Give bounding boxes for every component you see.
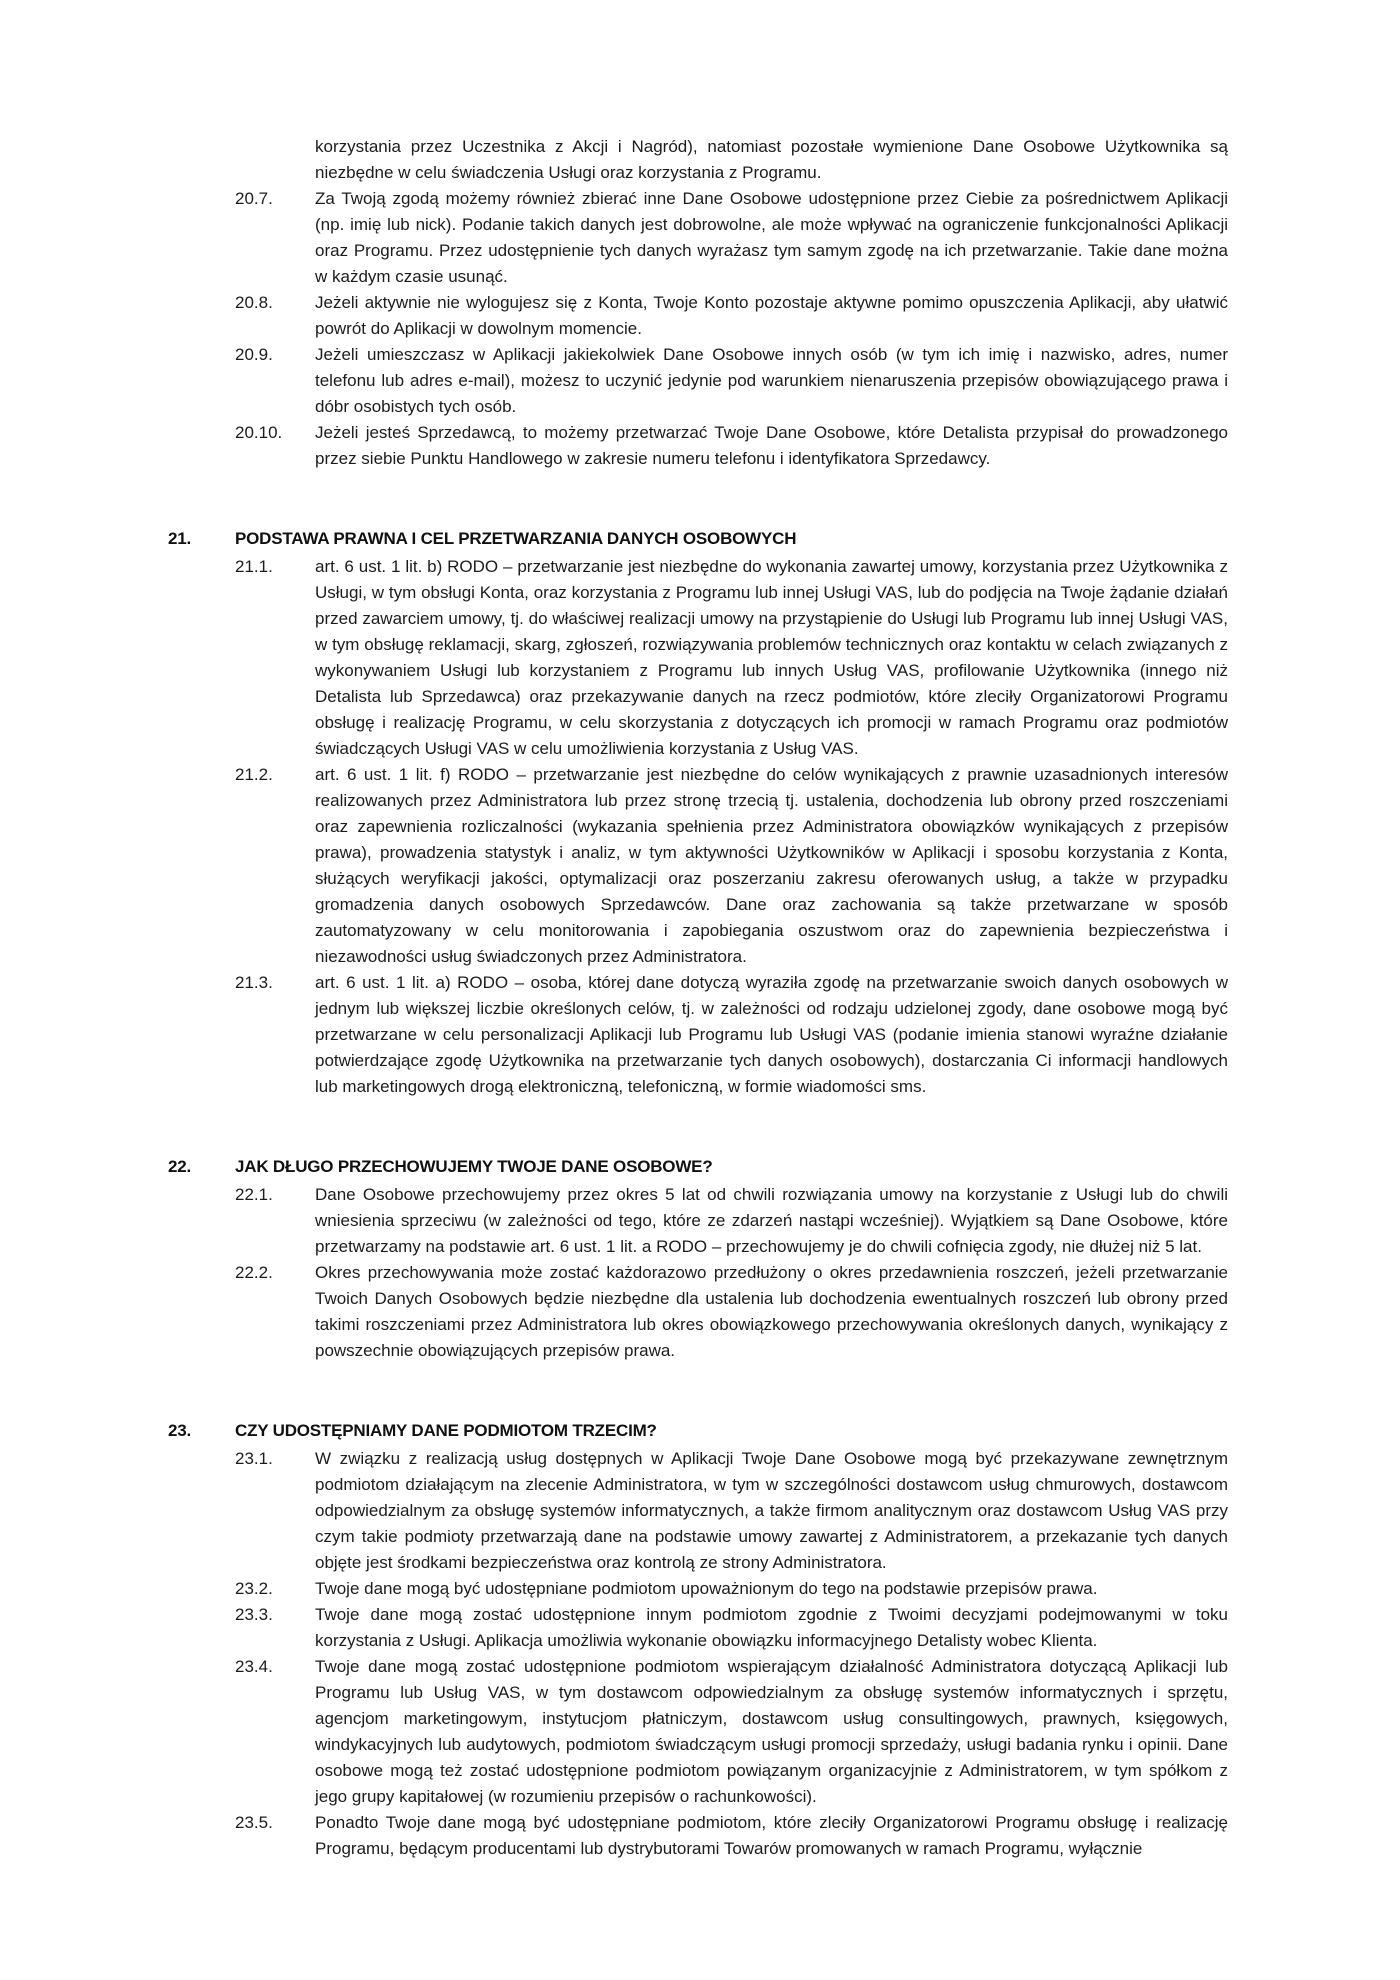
clause-text: Twoje dane mogą zostać udostępnione innym podmiotom zgodnie z Twoimi decyzjami podejmowanymi w toku korzystania z Usługi. Aplikacja umożliwia wykonanie obowiązku informacyjnego Detalisty wobec Klienta.	[315, 1605, 1228, 1650]
section-heading-title: CZY UDOSTĘPNIAMY DANE PODMIOTOM TRZECIM?	[235, 1421, 657, 1440]
clause-number: 20.7.	[235, 189, 273, 208]
clause-text: art. 6 ust. 1 lit. f) RODO – przetwarzanie jest niezbędne do celów wynikających z prawnie uzasadnionych interesów realizowanych przez Administratora lub przez stronę trzecią tj. ustalenia, dochodzenia lub obrony przed roszczeniami oraz zapewnienia rozliczalności (wykazania spełnienia przez Administratora obowiązków wynikających z przepisów prawa), prowadzenia statystyk i analiz, w tym aktywności Użytkowników w Aplikacji i sposobu korzystania z Konta, służących weryfikacji jakości, optymalizacji oraz poszerzaniu zakresu oferowanych usług, a także w przypadku gromadzenia danych osobowych Sprzedawców. Dane oraz zachowania są także przetwarzane w sposób zautomatyzowany w celu monitorowania i zapobiegania oszustwom oraz do zapewnienia bezpieczeństwa i niezawodności usług świadczonych przez Administratora.	[315, 765, 1228, 966]
section-number: 23.	[168, 1421, 192, 1440]
numbered-clause-row	[168, 290, 1228, 342]
clause-text: art. 6 ust. 1 lit. a) RODO – osoba, której dane dotyczą wyraziła zgodę na przetwarzanie swoich danych osobowych w jednym lub większej liczbie określonych celów, tj. w zależności od rodzaju udzielonej zgody, dane osobowe mogą być przetwarzane w celu personalizacji Aplikacji lub Programu lub Usługi VAS (podanie imienia stanowi wyraźne działanie potwierdzające zgodę Użytkownika na przetwarzanie tych danych osobowych), dostarczania Ci informacji handlowych lub marketingowych drogą elektroniczną, telefoniczną, w formie wiadomości sms.	[315, 973, 1228, 1096]
continued-paragraph-text: korzystania przez Uczestnika z Akcji i Nagród), natomiast pozostałe wymienione Dane Osobowe Użytkownika są niezbędne w celu świadczenia Usługi oraz korzystania z Programu.	[315, 137, 1228, 182]
numbered-clause-row	[168, 554, 1228, 762]
numbered-clause-row	[168, 420, 1228, 472]
clause-number: 20.8.	[235, 293, 273, 312]
section-heading-title: PODSTAWA PRAWNA I CEL PRZETWARZANIA DANYCH OSOBOWYCH	[235, 529, 797, 548]
section-number: 22.	[168, 1157, 192, 1176]
document-blocks	[168, 134, 1228, 1862]
section-heading-row	[168, 1418, 1228, 1444]
clause-number: 23.5.	[235, 1813, 273, 1832]
clause-text: Za Twoją zgodą możemy również zbierać inne Dane Osobowe udostępnione przez Ciebie za pośrednictwem Aplikacji (np. imię lub nick). Podanie takich danych jest dobrowolne, ale może wpływać na ograniczenie funkcjonalności Aplikacji oraz Programu. Przez udostępnienie tych danych wyrażasz tym samym zgodę na ich przetwarzanie. Takie dane można w każdym czasie usunąć.	[315, 189, 1228, 286]
section-number: 21.	[168, 529, 192, 548]
clause-number: 20.10.	[235, 423, 283, 442]
clause-number: 21.3.	[235, 973, 273, 992]
numbered-clause-row	[168, 1810, 1228, 1862]
numbered-clause-row	[168, 762, 1228, 970]
clause-text: Twoje dane mogą być udostępniane podmiotom upoważnionym do tego na podstawie przepisów prawa.	[315, 1579, 1098, 1598]
continued-paragraph-row	[168, 134, 1228, 186]
clause-text: Jeżeli umieszczasz w Aplikacji jakiekolwiek Dane Osobowe innych osób (w tym ich imię i nazwisko, adres, numer telefonu lub adres e-mail), możesz to uczynić jedynie pod warunkiem nienaruszenia przepisów obowiązującego prawa i dóbr osobistych tych osób.	[315, 345, 1228, 416]
section-heading-row	[168, 1154, 1228, 1180]
clause-number: 23.2.	[235, 1579, 273, 1598]
clause-text: Jeżeli aktywnie nie wylogujesz się z Konta, Twoje Konto pozostaje aktywne pomimo opuszczenia Aplikacji, aby ułatwić powrót do Aplikacji w dowolnym momencie.	[315, 293, 1228, 338]
numbered-clause-row	[168, 186, 1228, 290]
clause-number: 20.9.	[235, 345, 273, 364]
clause-text: art. 6 ust. 1 lit. b) RODO – przetwarzanie jest niezbędne do wykonania zawartej umowy, korzystania przez Użytkownika z Usługi, w tym obsługi Konta, oraz korzystania z Programu lub innej Usługi VAS, lub do podjęcia na Twoje żądanie działań przed zawarciem umowy, tj. do właściwej realizacji umowy na przystąpienie do Usługi lub Programu lub innej Usługi VAS, w tym obsługę reklamacji, skarg, zgłoszeń, rozwiązywania problemów technicznych oraz kontaktu w celach związanych z wykonywaniem Usługi lub korzystaniem z Programu lub innych Usług VAS, profilowanie Użytkownika (innego niż Detalista lub Sprzedawca) oraz przekazywanie danych na rzecz podmiotów, które zleciły Organizatorowi Programu obsługę i realizację Programu, w celu skorzystania z dotyczących ich promocji w ramach Programu oraz podmiotów świadczących Usługi VAS w celu umożliwienia korzystania z Usług VAS.	[315, 557, 1228, 758]
section-heading-title: JAK DŁUGO PRZECHOWUJEMY TWOJE DANE OSOBOWE?	[235, 1157, 713, 1176]
clause-text: Jeżeli jesteś Sprzedawcą, to możemy przetwarzać Twoje Dane Osobowe, które Detalista przypisał do prowadzonego przez siebie Punktu Handlowego w zakresie numeru telefonu i identyfikatora Sprzedawcy.	[315, 423, 1228, 468]
numbered-clause-row	[168, 342, 1228, 420]
clause-number: 22.1.	[235, 1185, 273, 1204]
clause-number: 23.3.	[235, 1605, 273, 1624]
clause-text: Twoje dane mogą zostać udostępnione podmiotom wspierającym działalność Administratora dotyczącą Aplikacji lub Programu lub Usług VAS, w tym dostawcom odpowiedzialnym za obsługę systemów informatycznych i sprzętu, agencjom marketingowym, instytucjom płatniczym, dostawcom usług consultingowych, prawnych, księgowych, windykacyjnych lub audytowych, podmiotom świadczącym usługi promocji sprzedaży, usługi badania rynku i opinii. Dane osobowe mogą też zostać udostępnione podmiotom powiązanym organizacyjnie z Administratorem, w tym spółkom z jego grupy kapitałowej (w rozumieniu przepisów o rachunkowości).	[315, 1657, 1228, 1806]
numbered-clause-row	[168, 1182, 1228, 1260]
clause-number: 21.2.	[235, 765, 273, 784]
clause-number: 23.4.	[235, 1657, 273, 1676]
clause-text: Ponadto Twoje dane mogą być udostępniane podmiotom, które zleciły Organizatorowi Programu obsługę i realizację Programu, będącym producentami lub dystrybutorami Towarów promowanych w ramach Programu, wyłącznie	[315, 1813, 1228, 1858]
numbered-clause-row	[168, 1446, 1228, 1576]
clause-number: 22.2.	[235, 1263, 273, 1282]
clause-text: Dane Osobowe przechowujemy przez okres 5 lat od chwili rozwiązania umowy na korzystanie z Usługi lub do chwili wniesienia sprzeciwu (w zależności od tego, które ze zdarzeń nastąpi wcześniej). Wyjątkiem są Dane Osobowe, które przetwarzamy na podstawie art. 6 ust. 1 lit. a RODO – przechowujemy je do chwili cofnięcia zgody, nie dłużej niż 5 lat.	[315, 1185, 1228, 1256]
numbered-clause-row	[168, 1260, 1228, 1364]
numbered-clause-row	[168, 1654, 1228, 1810]
numbered-clause-row	[168, 1602, 1228, 1654]
numbered-clause-row	[168, 1576, 1228, 1602]
clause-text: Okres przechowywania może zostać każdorazowo przedłużony o okres przedawnienia roszczeń, jeżeli przetwarzanie Twoich Danych Osobowych będzie niezbędne dla ustalenia lub dochodzenia ewentualnych roszczeń lub obrony przed takimi roszczeniami przez Administratora lub okres obowiązkowego przechowywania określonych danych, wynikający z powszechnie obowiązujących przepisów prawa.	[315, 1263, 1228, 1360]
section-heading-row	[168, 526, 1228, 552]
clause-number: 23.1.	[235, 1449, 273, 1468]
numbered-clause-row	[168, 970, 1228, 1100]
clause-number: 21.1.	[235, 557, 273, 576]
clause-text: W związku z realizacją usług dostępnych w Aplikacji Twoje Dane Osobowe mogą być przekazywane zewnętrznym podmiotom działającym na zlecenie Administratora, w tym w szczególności dostawcom usług chmurowych, dostawcom odpowiedzialnym za obsługę systemów informatycznych, a także firmom analitycznym oraz dostawcom Usług VAS przy czym takie podmioty przetwarzają dane na podstawie umowy zawartej z Administratorem, a przekazanie tych danych objęte jest środkami bezpieczeństwa oraz kontrolą ze strony Administratora.	[315, 1449, 1228, 1572]
